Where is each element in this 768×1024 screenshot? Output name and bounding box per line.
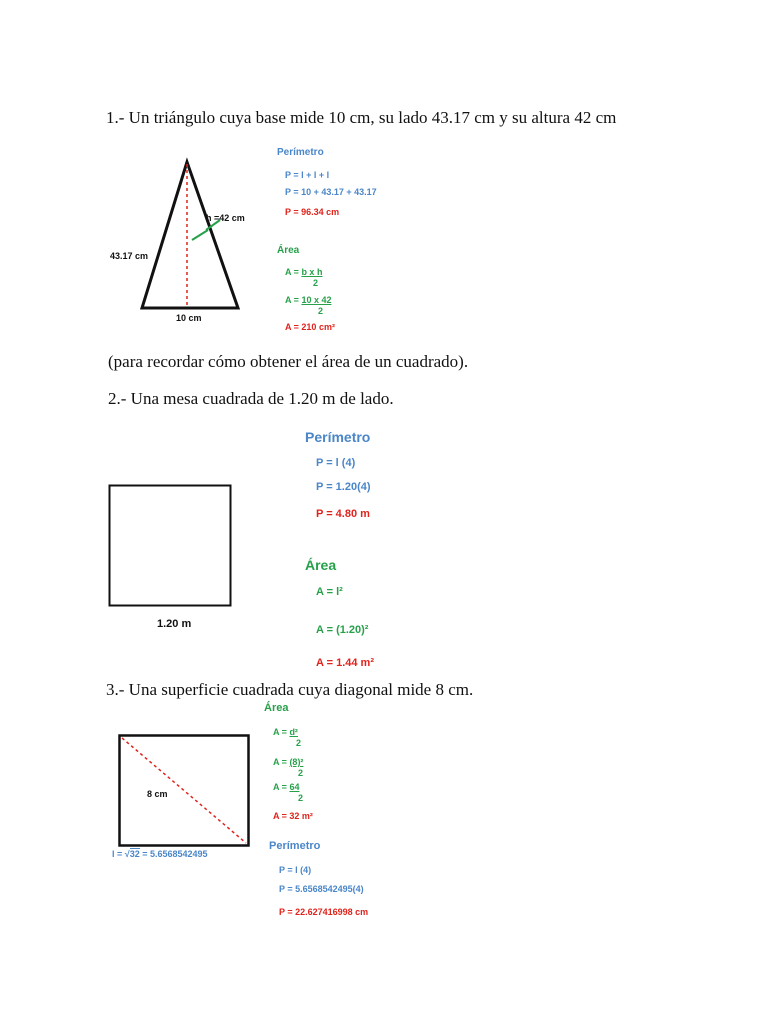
problem-3-area-result: A = 32 m² xyxy=(273,811,313,821)
problem-3-perimeter-result: P = 22.627416998 cm xyxy=(279,907,369,917)
triangle-side-label: 43.17 cm xyxy=(110,251,149,261)
square-figure xyxy=(108,484,238,614)
problem-2-area-step2: A = (1.20)² xyxy=(316,624,369,636)
area-numerator: b x h xyxy=(301,267,323,277)
problem-1-perimeter-step1: P = l + l + l xyxy=(285,170,330,180)
problem-1-area-step2 xyxy=(285,295,331,305)
area-numerator: 64 xyxy=(289,782,300,792)
area-prefix: A = xyxy=(273,757,290,767)
area-numerator: d² xyxy=(289,727,298,737)
side-computation xyxy=(112,849,208,859)
problem-1-area-title: Área xyxy=(277,245,300,256)
problem-2-perimeter-result: P = 4.80 m xyxy=(316,508,370,520)
area-numerator: (8)² xyxy=(289,757,304,767)
problem-3-perimeter-step1: P = l (4) xyxy=(279,865,312,875)
problem-2-perimeter-step1: P = l (4) xyxy=(316,457,356,469)
problem-3-perimeter-title: Perímetro xyxy=(269,840,321,852)
problem-3-area-step1-den: 2 xyxy=(296,738,302,748)
problem-2-area-step1: A = l² xyxy=(316,586,343,598)
problem-3-area-step3-den: 2 xyxy=(298,793,304,803)
problem-2-perimeter-title: Perímetro xyxy=(305,429,371,445)
area-prefix: A = xyxy=(273,727,290,737)
area-prefix: A = xyxy=(285,267,302,277)
diagonal-label: 8 cm xyxy=(147,789,168,799)
problem-3-area-step2 xyxy=(273,757,303,767)
problem-3-area-title: Área xyxy=(264,702,289,714)
area-numerator: 10 x 42 xyxy=(301,295,332,305)
problem-2-area-title: Área xyxy=(305,557,337,573)
problem-3-area-step2-den: 2 xyxy=(298,768,304,778)
problem-2-perimeter-step2: P = 1.20(4) xyxy=(316,481,371,493)
problem-2-note: (para recordar cómo obtener el área de un cuadrado). xyxy=(108,352,469,371)
problem-3-area-step1 xyxy=(273,727,298,737)
triangle-height-label: h =42 cm xyxy=(206,213,245,223)
side-value: = 5.6568542495 xyxy=(142,849,208,859)
problem-1-area-step1 xyxy=(285,267,322,277)
area-prefix: A = xyxy=(285,295,302,305)
problem-2-area-result: A = 1.44 m² xyxy=(316,657,374,669)
side-prefix: l = xyxy=(112,849,125,859)
problem-3-statement: 3.- Una superficie cuadrada cuya diagonal mide 8 cm. xyxy=(106,680,474,699)
problem-1-perimeter-step2: P = 10 + 43.17 + 43.17 xyxy=(285,187,377,197)
problem-1-perimeter-title: Perímetro xyxy=(277,147,324,158)
sqrt-argument: 32 xyxy=(129,849,140,859)
area-prefix: A = xyxy=(273,782,290,792)
problem-3-area-step3 xyxy=(273,782,299,792)
sqrt-icon: √ xyxy=(124,849,130,859)
problem-1-area-step1-den: 2 xyxy=(313,278,319,288)
problem-1-statement: 1.- Un triángulo cuya base mide 10 cm, su lado 43.17 cm y su altura 42 cm xyxy=(106,108,617,127)
problem-2-statement: 2.- Una mesa cuadrada de 1.20 m de lado. xyxy=(108,389,394,408)
problem-1-area-result: A = 210 cm² xyxy=(285,322,335,332)
diagonal-square-figure xyxy=(118,734,253,854)
problem-1-perimeter-result: P = 96.34 cm xyxy=(285,207,340,217)
triangle-base-label: 10 cm xyxy=(176,313,202,323)
problem-3-perimeter-step2: P = 5.6568542495(4) xyxy=(279,884,364,894)
triangle-figure xyxy=(100,150,300,320)
problem-1-area-step2-den: 2 xyxy=(318,306,324,316)
square-side-label: 1.20 m xyxy=(157,618,192,630)
